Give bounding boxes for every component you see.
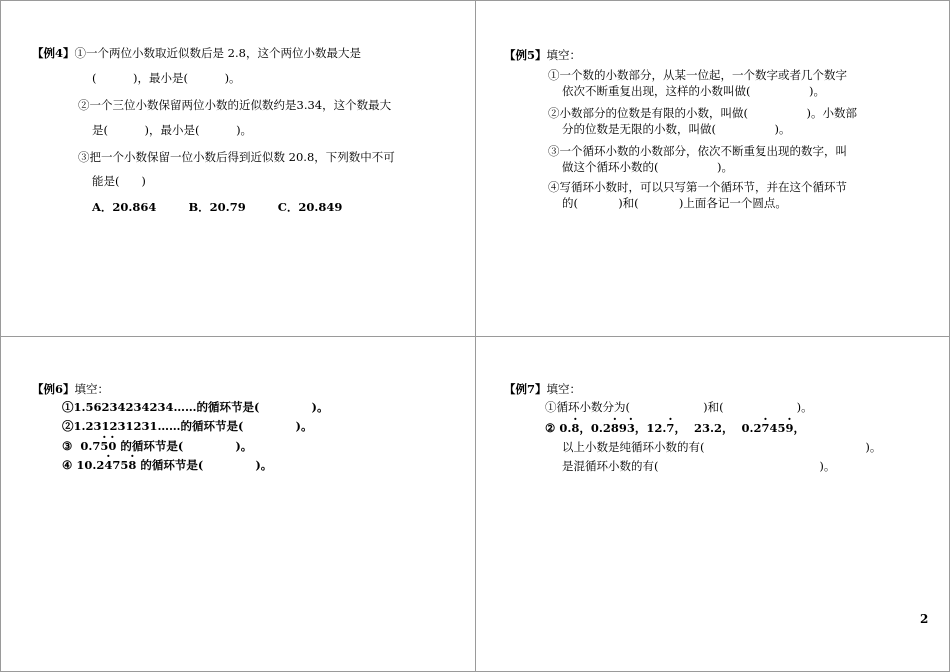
example-4-line-6: 能是( )	[92, 174, 146, 188]
example-7-heading: 【例7】填空：	[504, 382, 582, 396]
quadrant-divider-horizontal	[0, 336, 950, 337]
repeating-dot-digit: 0 ·	[108, 439, 116, 453]
example-4-line-1: 【例4】①一个两位小数取近似数后是 2.8，这个两位小数最大是	[32, 46, 361, 60]
example-5-line-6: 做这个循环小数的( )。	[562, 160, 733, 174]
example-5-line-4: 分的位数是无限的小数，叫做( )。	[562, 122, 791, 136]
repeating-dot-digit: 8 ·	[128, 458, 136, 472]
repeating-dot-digit: 7 ·	[666, 421, 674, 435]
repeating-dot-digit: 8 ·	[611, 421, 619, 435]
example-5-line-2: 依次不断重复出现，这样的小数叫做( )。	[562, 84, 825, 98]
example-5-line-3: ②小数部分的位数是有限的小数，叫做( )。小数部	[548, 106, 857, 120]
example-4-line-2: ( )，最小是( )。	[92, 71, 241, 85]
example-4-tag: 【例4】	[32, 46, 75, 60]
example-7-line-1: ①循环小数分为( )和( )。	[545, 400, 813, 414]
example-4-line-3: ②一个三位小数保留两位小数的近似数约是3.34，这个数最大	[78, 98, 392, 112]
page-number: 2	[920, 612, 929, 626]
repeating-dot-digit: 3 ·	[627, 421, 635, 435]
example-5-line-7: ④写循环小数时，可以只写第一个循环节，并在这个循环节	[548, 180, 847, 194]
repeating-dot-digit: 8 ·	[571, 421, 579, 435]
example-4-line-5: ③把一个小数保留一位小数后得到近似数 20.8，下列数中不可	[78, 150, 395, 164]
example-6-heading: 【例6】填空：	[32, 382, 110, 396]
example-4-line-4: 是( )，最小是( )。	[92, 123, 253, 137]
example-6-line-4: ④ 10.24 ·758 · 的循环节是( )。	[62, 458, 272, 472]
repeating-dot-digit: 5 ·	[100, 439, 108, 453]
example-5-line-1: ①一个数的小数部分，从某一位起，一个数字或者几个数字	[548, 68, 847, 82]
example-7-line-4: 是混循环小数的有( )。	[562, 459, 836, 473]
repeating-dot-digit: 9 ·	[786, 421, 794, 435]
example-6-line-1: ①1.56234234234……的循环节是( )。	[62, 400, 329, 414]
example-5-line-5: ③一个循环小数的小数部分，依次不断重复出现的数字，叫	[548, 144, 847, 158]
example-6-line-2: ②1.231231231……的循环节是( )。	[62, 419, 313, 433]
example-5-heading: 【例5】填空：	[504, 48, 582, 62]
example-6-line-3: ③ 0.75 ·0 · 的循环节是( )。	[62, 439, 252, 453]
example-5-line-8: 的( )和( )上面各记一个圆点。	[562, 196, 787, 210]
repeating-dot-digit: 4 ·	[104, 458, 112, 472]
example-7-line-2: ② 0.8 ·，0.28 ·93 ·，12.7 ·， 23.2， 0.27 ·459 ·，	[545, 421, 805, 435]
example-7-line-3: 以上小数是纯循环小数的有( )。	[562, 440, 882, 454]
example-4-options: A．20.864 B．20.79 C．20.849	[92, 200, 343, 214]
repeating-dot-digit: 7 ·	[761, 421, 769, 435]
